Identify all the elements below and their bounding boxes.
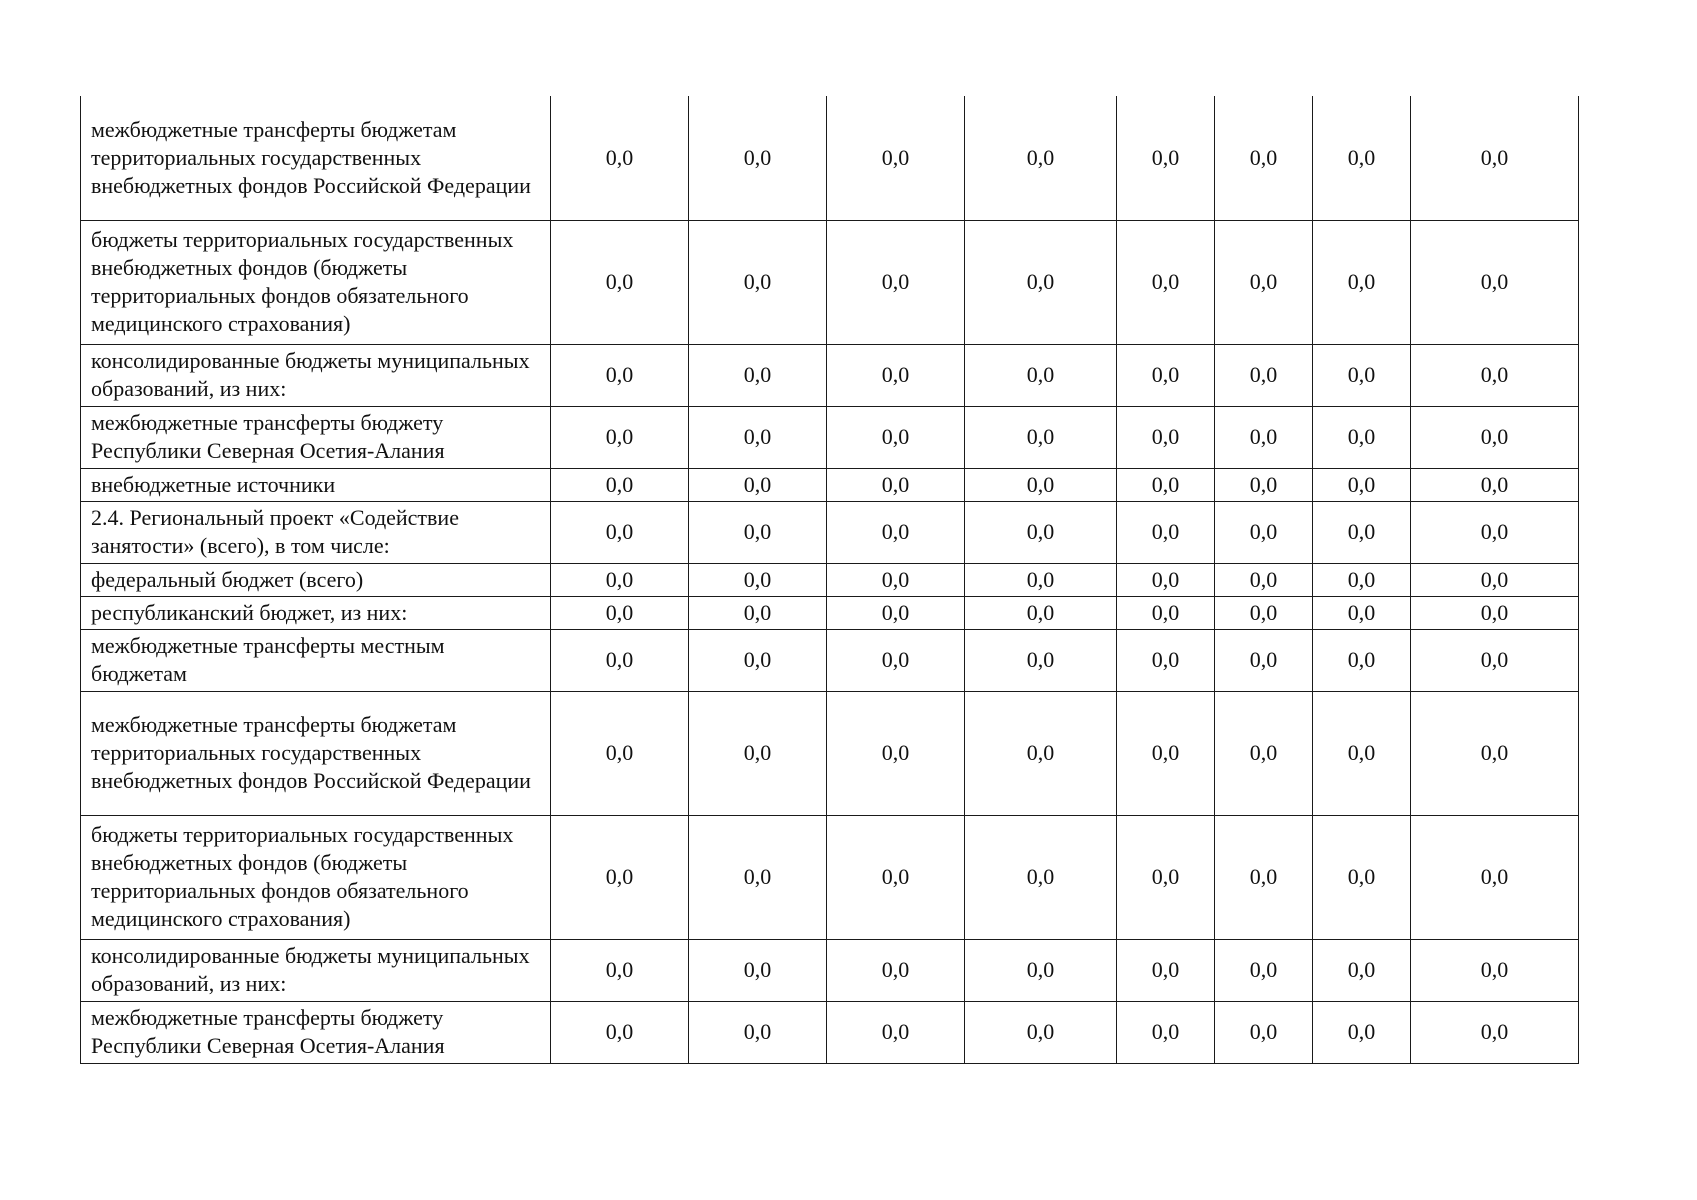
value-cell: 0,0 [689,220,827,344]
value-cell: 0,0 [1411,939,1579,1001]
value-cell: 0,0 [827,406,965,468]
value-cell: 0,0 [1411,96,1579,220]
value-cell: 0,0 [1313,1001,1411,1063]
value-cell: 0,0 [1215,344,1313,406]
value-cell: 0,0 [1313,220,1411,344]
value-cell: 0,0 [1117,220,1215,344]
value-cell: 0,0 [1215,96,1313,220]
value-cell: 0,0 [1117,468,1215,501]
table-row [81,468,1579,501]
value-cell: 0,0 [551,691,689,815]
table-row [81,501,1579,563]
value-cell: 0,0 [827,815,965,939]
value-cell: 0,0 [827,629,965,691]
value-cell: 0,0 [965,815,1117,939]
row-label: внебюджетные источники [81,468,551,501]
value-cell: 0,0 [1313,468,1411,501]
value-cell: 0,0 [1313,815,1411,939]
value-cell: 0,0 [1215,468,1313,501]
value-cell: 0,0 [1313,691,1411,815]
value-cell: 0,0 [965,596,1117,629]
value-cell: 0,0 [1117,691,1215,815]
value-cell: 0,0 [1411,815,1579,939]
value-cell: 0,0 [965,220,1117,344]
table-row [81,629,1579,691]
row-label: межбюджетные трансферты бюджету Республики Северная Осетия-Алания [81,406,551,468]
value-cell: 0,0 [1411,1001,1579,1063]
value-cell: 0,0 [827,501,965,563]
value-cell: 0,0 [551,344,689,406]
value-cell: 0,0 [551,1001,689,1063]
row-label: консолидированные бюджеты муниципальных образований, из них: [81,344,551,406]
value-cell: 0,0 [965,501,1117,563]
value-cell: 0,0 [551,629,689,691]
value-cell: 0,0 [827,691,965,815]
value-cell: 0,0 [965,468,1117,501]
row-label: федеральный бюджет (всего) [81,563,551,596]
value-cell: 0,0 [1411,220,1579,344]
value-cell: 0,0 [1411,563,1579,596]
value-cell: 0,0 [1411,691,1579,815]
value-cell: 0,0 [1313,563,1411,596]
value-cell: 0,0 [551,468,689,501]
value-cell: 0,0 [827,939,965,1001]
value-cell: 0,0 [1215,501,1313,563]
value-cell: 0,0 [1215,406,1313,468]
table-row [81,563,1579,596]
row-label: межбюджетные трансферты бюджетам территориальных государственных внебюджетных фондов Российской Федерации [81,691,551,815]
value-cell: 0,0 [1117,1001,1215,1063]
value-cell: 0,0 [1411,468,1579,501]
value-cell: 0,0 [689,596,827,629]
budget-table [80,96,1579,1064]
value-cell: 0,0 [689,501,827,563]
value-cell: 0,0 [1313,406,1411,468]
value-cell: 0,0 [1313,939,1411,1001]
value-cell: 0,0 [1313,629,1411,691]
value-cell: 0,0 [689,563,827,596]
value-cell: 0,0 [965,691,1117,815]
table-row [81,220,1579,344]
value-cell: 0,0 [551,815,689,939]
document-page [80,96,1578,1064]
value-cell: 0,0 [551,596,689,629]
value-cell: 0,0 [1117,96,1215,220]
value-cell: 0,0 [689,1001,827,1063]
value-cell: 0,0 [965,563,1117,596]
value-cell: 0,0 [1215,1001,1313,1063]
value-cell: 0,0 [1411,501,1579,563]
value-cell: 0,0 [689,96,827,220]
value-cell: 0,0 [551,406,689,468]
value-cell: 0,0 [689,815,827,939]
table-row [81,691,1579,815]
table-row [81,96,1579,220]
value-cell: 0,0 [1117,629,1215,691]
row-label: 2.4. Региональный проект «Содействие занятости» (всего), в том числе: [81,501,551,563]
value-cell: 0,0 [689,629,827,691]
value-cell: 0,0 [1313,501,1411,563]
value-cell: 0,0 [551,96,689,220]
value-cell: 0,0 [1313,344,1411,406]
value-cell: 0,0 [1117,563,1215,596]
table-row [81,596,1579,629]
value-cell: 0,0 [1313,596,1411,629]
row-label: межбюджетные трансферты местным бюджетам [81,629,551,691]
table-row [81,1001,1579,1063]
value-cell: 0,0 [1411,596,1579,629]
value-cell: 0,0 [1215,563,1313,596]
value-cell: 0,0 [551,501,689,563]
table-row [81,406,1579,468]
table-body [81,96,1579,1063]
table-row [81,344,1579,406]
table-row [81,815,1579,939]
value-cell: 0,0 [1117,596,1215,629]
value-cell: 0,0 [551,563,689,596]
value-cell: 0,0 [827,96,965,220]
value-cell: 0,0 [827,563,965,596]
value-cell: 0,0 [1215,691,1313,815]
value-cell: 0,0 [689,406,827,468]
row-label: бюджеты территориальных государственных внебюджетных фондов (бюджеты территориальных фондов обязательного медицинского страхования) [81,815,551,939]
row-label: межбюджетные трансферты бюджету Республики Северная Осетия-Алания [81,1001,551,1063]
value-cell: 0,0 [965,1001,1117,1063]
value-cell: 0,0 [1411,629,1579,691]
value-cell: 0,0 [1215,596,1313,629]
value-cell: 0,0 [689,939,827,1001]
row-label: республиканский бюджет, из них: [81,596,551,629]
value-cell: 0,0 [1215,629,1313,691]
value-cell: 0,0 [1117,344,1215,406]
value-cell: 0,0 [551,939,689,1001]
value-cell: 0,0 [1215,220,1313,344]
value-cell: 0,0 [1117,939,1215,1001]
value-cell: 0,0 [965,344,1117,406]
value-cell: 0,0 [1117,815,1215,939]
value-cell: 0,0 [827,1001,965,1063]
value-cell: 0,0 [827,344,965,406]
value-cell: 0,0 [689,344,827,406]
value-cell: 0,0 [965,406,1117,468]
value-cell: 0,0 [1411,406,1579,468]
row-label: консолидированные бюджеты муниципальных образований, из них: [81,939,551,1001]
value-cell: 0,0 [1117,406,1215,468]
value-cell: 0,0 [827,596,965,629]
value-cell: 0,0 [1215,815,1313,939]
value-cell: 0,0 [965,629,1117,691]
value-cell: 0,0 [551,220,689,344]
value-cell: 0,0 [689,691,827,815]
value-cell: 0,0 [1313,96,1411,220]
value-cell: 0,0 [1117,501,1215,563]
row-label: межбюджетные трансферты бюджетам территориальных государственных внебюджетных фондов Российской Федерации [81,96,551,220]
value-cell: 0,0 [1411,344,1579,406]
value-cell: 0,0 [965,96,1117,220]
value-cell: 0,0 [689,468,827,501]
row-label: бюджеты территориальных государственных внебюджетных фондов (бюджеты территориальных фондов обязательного медицинского страхования) [81,220,551,344]
value-cell: 0,0 [965,939,1117,1001]
table-row [81,939,1579,1001]
value-cell: 0,0 [1215,939,1313,1001]
value-cell: 0,0 [827,468,965,501]
value-cell: 0,0 [827,220,965,344]
